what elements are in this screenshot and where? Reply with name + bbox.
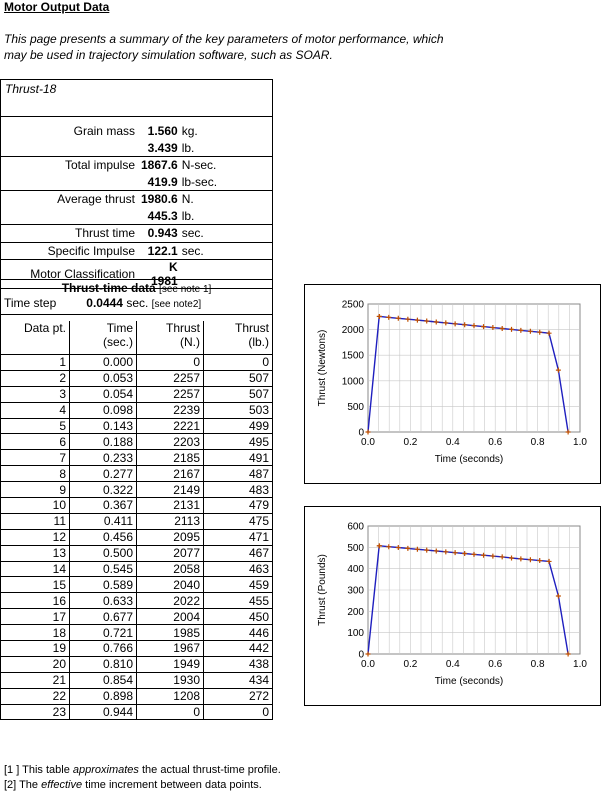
- thrust-lb-cell: 450: [204, 609, 273, 625]
- y-tick-label: 0: [358, 427, 364, 439]
- y-tick-label: 2500: [341, 299, 364, 311]
- x-tick-label: 0.2: [403, 437, 418, 448]
- table-row: [1, 672, 273, 688]
- thrust-lb-cell: 442: [204, 641, 273, 657]
- time-step-note-ref: [see note2]: [151, 299, 202, 310]
- thrust-n-cell: 2221: [137, 418, 204, 434]
- time-cell: 0.098: [70, 402, 137, 418]
- data-pt-cell: 3: [1, 386, 70, 402]
- thrust-lb-cell: 491: [204, 450, 273, 466]
- average-thrust-label: Average thrust: [1, 191, 142, 208]
- thrust-lb-cell: 507: [204, 370, 273, 386]
- average-thrust-lb: 445.3: [147, 208, 178, 223]
- thrust-lb-cell: 503: [204, 402, 273, 418]
- total-impulse-label: Total impulse: [1, 157, 142, 174]
- time-cell: 0.053: [70, 370, 137, 386]
- x-tick-label: 0.8: [530, 659, 545, 670]
- time-cell: 0.277: [70, 466, 137, 482]
- motor-summary-table: [0, 79, 273, 289]
- col-header-thrust-n: Thrust (N.): [137, 321, 204, 355]
- average-thrust-lb-unit: lb.: [181, 208, 195, 223]
- y-axis-label: Thrust (Pounds): [317, 554, 328, 626]
- table-row: [1, 704, 273, 720]
- data-pt-cell: 18: [1, 625, 70, 641]
- thrust-time-label: Thrust time: [1, 225, 142, 243]
- x-axis-label: Time (seconds): [434, 454, 504, 465]
- x-tick-label: 0.0: [361, 437, 375, 448]
- x-tick-label: 0.6: [488, 437, 503, 448]
- specific-impulse-unit: sec.: [182, 242, 273, 260]
- y-tick-label: 600: [347, 521, 364, 533]
- thrust-lb-cell: 434: [204, 672, 273, 688]
- time-cell: 0.854: [70, 672, 137, 688]
- thrust-n-cell: 2022: [137, 593, 204, 609]
- time-cell: 0.721: [70, 625, 137, 641]
- data-pt-cell: 9: [1, 482, 70, 498]
- grain-mass-lb: 3.439: [147, 140, 178, 155]
- thrust-lb-cell: 475: [204, 513, 273, 529]
- thrust-n-cell: 2040: [137, 577, 204, 593]
- data-pt-cell: 22: [1, 688, 70, 704]
- x-tick-label: 0.6: [488, 659, 503, 670]
- table-row: [1, 577, 273, 593]
- time-cell: 0.367: [70, 498, 137, 514]
- thrust-n-cell: 2203: [137, 434, 204, 450]
- page-title: Motor Output Data: [4, 0, 110, 14]
- table-row: [1, 418, 273, 434]
- thrust-n-cell: 2149: [137, 482, 204, 498]
- table-row: [1, 482, 273, 498]
- thrust-n-cell: 1949: [137, 656, 204, 672]
- time-step-value: 0.0444: [86, 296, 123, 310]
- table-row: [1, 688, 273, 704]
- time-cell: 0.054: [70, 386, 137, 402]
- total-impulse-lbs: 419.9: [147, 174, 178, 189]
- table-row: [1, 370, 273, 386]
- thrust-lb-cell: 487: [204, 466, 273, 482]
- thrust-n-cell: 1208: [137, 688, 204, 704]
- thrust-lb-cell: 471: [204, 529, 273, 545]
- grain-mass-kg-unit: kg.: [181, 124, 198, 139]
- motor-name: Thrust-18: [1, 80, 273, 117]
- thrust-pounds-chart-svg: [305, 507, 600, 705]
- thrust-n-cell: 2004: [137, 609, 204, 625]
- table-row: [1, 513, 273, 529]
- thrust-time-unit: sec.: [182, 225, 273, 243]
- data-pt-cell: 16: [1, 593, 70, 609]
- thrust-lb-cell: 459: [204, 577, 273, 593]
- y-tick-label: 100: [347, 628, 364, 640]
- data-pt-cell: 2: [1, 370, 70, 386]
- x-axis-label: Time (seconds): [434, 676, 504, 687]
- time-cell: 0.545: [70, 561, 137, 577]
- data-pt-cell: 4: [1, 402, 70, 418]
- thrust-time-value: 0.943: [141, 225, 182, 243]
- thrust-n-cell: 2113: [137, 513, 204, 529]
- intro-text: [4, 31, 524, 63]
- thrust-lb-cell: 0: [204, 355, 273, 371]
- time-cell: 0.677: [70, 609, 137, 625]
- thrust-lb-cell: 438: [204, 656, 273, 672]
- time-cell: 0.589: [70, 577, 137, 593]
- y-tick-label: 0: [358, 649, 364, 661]
- x-tick-label: 0.8: [530, 437, 545, 448]
- grain-mass-label: Grain mass: [73, 124, 135, 139]
- col-header-thrust-lb: Thrust (lb.): [204, 321, 273, 355]
- specific-impulse-value: 122.1: [141, 242, 182, 260]
- footnote-2: [2] The effective time increment between data points.: [4, 779, 262, 791]
- data-pt-cell: 20: [1, 656, 70, 672]
- x-tick-label: 1.0: [573, 437, 587, 448]
- intro-line-2: may be used in trajectory simulation software, such as SOAR.: [4, 48, 333, 62]
- total-impulse-ns-unit: N-sec.: [182, 157, 273, 174]
- y-tick-label: 1000: [341, 376, 364, 388]
- average-thrust-n: 1980.6: [141, 191, 182, 208]
- thrust-n-cell: 2058: [137, 561, 204, 577]
- data-pt-cell: 14: [1, 561, 70, 577]
- table-row: [1, 402, 273, 418]
- data-pt-cell: 1: [1, 355, 70, 371]
- data-pt-cell: 7: [1, 450, 70, 466]
- time-cell: 0.143: [70, 418, 137, 434]
- thrust-lb-cell: 495: [204, 434, 273, 450]
- thrust-time-table: [0, 279, 273, 720]
- y-tick-label: 300: [347, 585, 364, 597]
- thrust-lb-cell: 463: [204, 561, 273, 577]
- data-pt-cell: 21: [1, 672, 70, 688]
- x-tick-label: 0.4: [445, 659, 460, 670]
- y-tick-label: 200: [347, 606, 364, 618]
- thrust-table-note-ref: [see note 1]: [159, 284, 212, 295]
- average-thrust-n-unit: N.: [182, 191, 273, 208]
- y-tick-label: 2000: [341, 325, 364, 337]
- time-cell: 0.633: [70, 593, 137, 609]
- data-pt-cell: 5: [1, 418, 70, 434]
- table-row: [1, 609, 273, 625]
- time-cell: 0.500: [70, 545, 137, 561]
- y-axis-label: Thrust (Newtons): [317, 329, 328, 407]
- y-tick-label: 500: [347, 401, 364, 413]
- table-row: [1, 625, 273, 641]
- time-cell: 0.000: [70, 355, 137, 371]
- thrust-table-title-text: Thrust-time data: [61, 281, 156, 295]
- time-cell: 0.810: [70, 656, 137, 672]
- thrust-newtons-chart-svg: [305, 285, 600, 483]
- thrust-pounds-chart: [304, 506, 601, 706]
- thrust-lb-cell: 483: [204, 482, 273, 498]
- thrust-lb-cell: 479: [204, 498, 273, 514]
- footnotes: [4, 763, 281, 793]
- col-header-data-pt: Data pt.: [1, 321, 70, 355]
- thrust-lb-cell: 446: [204, 625, 273, 641]
- y-tick-label: 500: [347, 542, 364, 554]
- time-cell: 0.322: [70, 482, 137, 498]
- thrust-n-cell: 2257: [137, 370, 204, 386]
- data-pt-cell: 19: [1, 641, 70, 657]
- table-row: [1, 355, 273, 371]
- time-cell: 0.766: [70, 641, 137, 657]
- data-pt-cell: 13: [1, 545, 70, 561]
- thrust-n-cell: 2095: [137, 529, 204, 545]
- x-tick-label: 0.4: [445, 437, 460, 448]
- table-row: [1, 434, 273, 450]
- thrust-n-cell: 0: [137, 704, 204, 720]
- data-pt-cell: 11: [1, 513, 70, 529]
- thrust-n-cell: 1985: [137, 625, 204, 641]
- time-cell: 0.898: [70, 688, 137, 704]
- table-row: [1, 466, 273, 482]
- data-pt-cell: 10: [1, 498, 70, 514]
- x-tick-label: 0.0: [361, 659, 375, 670]
- table-row: [1, 498, 273, 514]
- thrust-lb-cell: 455: [204, 593, 273, 609]
- table-row: [1, 545, 273, 561]
- col-header-time: Time (sec.): [70, 321, 137, 355]
- time-step-row: [1, 296, 273, 315]
- thrust-n-cell: 2131: [137, 498, 204, 514]
- total-impulse-ns: 1867.6: [141, 157, 182, 174]
- data-pt-cell: 15: [1, 577, 70, 593]
- table-row: [1, 656, 273, 672]
- table-row: [1, 386, 273, 402]
- data-pt-cell: 12: [1, 529, 70, 545]
- total-impulse-lbs-unit: lb-sec.: [181, 174, 218, 189]
- time-cell: 0.411: [70, 513, 137, 529]
- thrust-lb-cell: 467: [204, 545, 273, 561]
- table-row: [1, 561, 273, 577]
- grain-mass-lb-unit: lb.: [181, 140, 195, 155]
- motor-classification-label: Motor Classification: [1, 260, 142, 289]
- table-row: [1, 450, 273, 466]
- intro-line-1: This page presents a summary of the key parameters of motor performance, which: [4, 32, 444, 46]
- y-tick-label: 400: [347, 564, 364, 576]
- thrust-lb-cell: 272: [204, 688, 273, 704]
- x-tick-label: 1.0: [573, 659, 587, 670]
- data-pt-cell: 8: [1, 466, 70, 482]
- x-tick-label: 0.2: [403, 659, 418, 670]
- thrust-n-cell: 1967: [137, 641, 204, 657]
- thrust-n-cell: 2167: [137, 466, 204, 482]
- data-pt-cell: 17: [1, 609, 70, 625]
- footnote-1: [1 ] This table approximates the actual thrust-time profile.: [4, 764, 281, 776]
- time-cell: 0.944: [70, 704, 137, 720]
- time-step-unit: sec.: [126, 296, 149, 310]
- time-step-label: Time step: [4, 296, 57, 310]
- time-cell: 0.188: [70, 434, 137, 450]
- data-pt-cell: 6: [1, 434, 70, 450]
- thrust-n-cell: 2257: [137, 386, 204, 402]
- thrust-n-cell: 2239: [137, 402, 204, 418]
- time-cell: 0.456: [70, 529, 137, 545]
- thrust-lb-cell: 0: [204, 704, 273, 720]
- thrust-n-cell: 1930: [137, 672, 204, 688]
- table-row: [1, 593, 273, 609]
- y-tick-label: 1500: [341, 350, 364, 362]
- thrust-lb-cell: 499: [204, 418, 273, 434]
- motor-classification-value: K 1981: [141, 260, 182, 289]
- data-pt-cell: 23: [1, 704, 70, 720]
- thrust-n-cell: 2077: [137, 545, 204, 561]
- thrust-n-cell: 2185: [137, 450, 204, 466]
- time-cell: 0.233: [70, 450, 137, 466]
- thrust-newtons-chart: [304, 284, 601, 484]
- table-row: [1, 641, 273, 657]
- specific-impulse-label: Specific Impulse: [1, 242, 142, 260]
- thrust-table-title: [1, 280, 273, 297]
- grain-mass-kg: 1.560: [147, 124, 178, 139]
- table-row: [1, 529, 273, 545]
- thrust-lb-cell: 507: [204, 386, 273, 402]
- thrust-n-cell: 0: [137, 355, 204, 371]
